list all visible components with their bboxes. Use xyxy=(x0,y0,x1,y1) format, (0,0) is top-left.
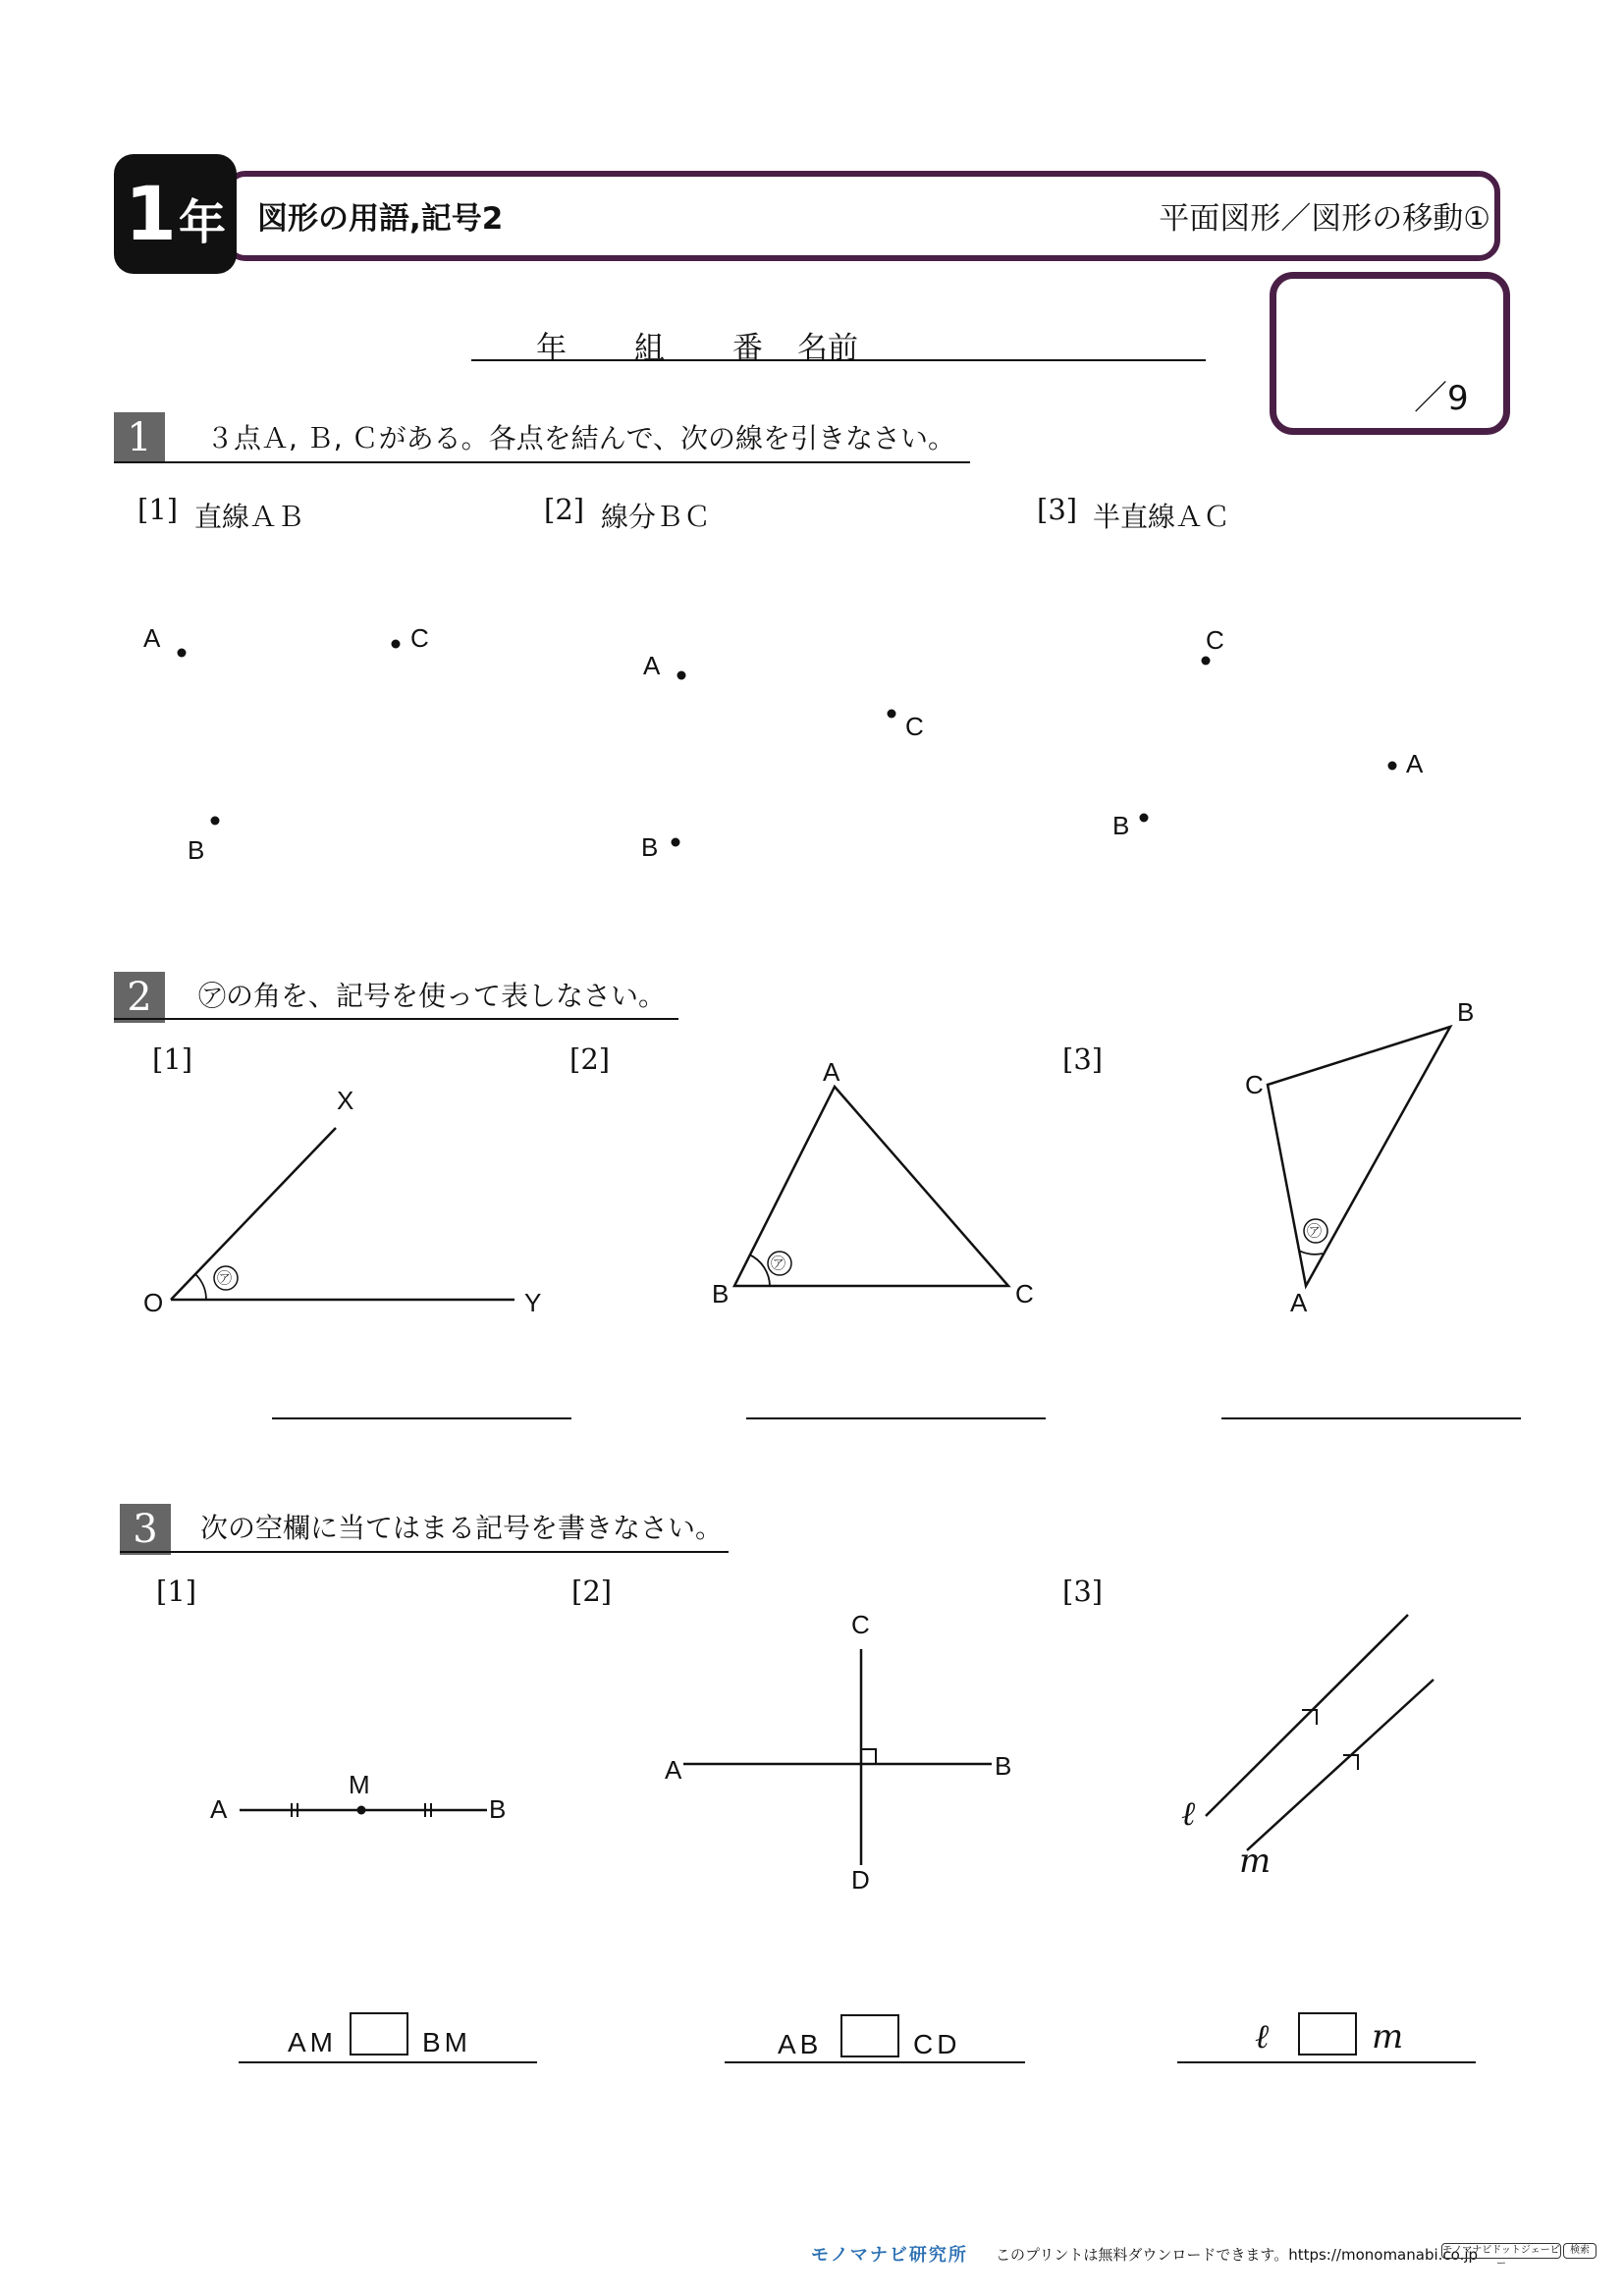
section-3-number: 3 xyxy=(120,1504,171,1555)
s1-p2-dot-c xyxy=(888,710,896,719)
year-label: 年 xyxy=(536,331,567,366)
section-1-number: 1 xyxy=(114,412,165,463)
s1-p1-dot-c xyxy=(392,640,401,649)
s1-p3-label-a: A xyxy=(1406,749,1424,778)
s3-p3-answer-right: m xyxy=(1372,2017,1404,2056)
s3-p1-label-m: M xyxy=(349,1770,370,1799)
s2-p1-angle-mark: ㋐ xyxy=(217,1269,233,1287)
s3-p1-label-a: A xyxy=(210,1794,228,1824)
s3-p2-right-angle-mark xyxy=(861,1749,876,1764)
s1-p2-dot-b xyxy=(672,838,680,847)
s3-p2-label-a: A xyxy=(665,1755,682,1785)
s3-p2-answer-line xyxy=(725,2061,1025,2063)
s2-p3-label-a: A xyxy=(1290,1288,1308,1317)
s3-p1-answer-line xyxy=(239,2061,537,2063)
s1-p3-label-c: C xyxy=(1206,625,1224,655)
worksheet-title: 図形の用語,記号2 xyxy=(257,201,504,237)
s1-p2-number: [2] xyxy=(544,493,585,526)
section-2-instruction: ㋐の角を、記号を使って表しなさい。 xyxy=(198,980,667,1012)
s1-p2-label-c: C xyxy=(905,712,924,741)
s2-p2-answer-line[interactable] xyxy=(746,1417,1046,1419)
s3-p2-label-b: B xyxy=(995,1751,1012,1781)
s2-p3-label-b: B xyxy=(1457,997,1475,1027)
s3-p1-answer-right: BM xyxy=(422,2027,471,2057)
s1-p1-label-c: C xyxy=(410,623,429,653)
s2-p2-label-c: C xyxy=(1015,1279,1034,1308)
s3-p2-answer-box[interactable] xyxy=(840,2014,899,2057)
section-3-underline xyxy=(120,1551,729,1553)
s3-p1-midpoint-dot xyxy=(357,1806,366,1815)
s2-p1-number: [1] xyxy=(152,1042,193,1076)
s3-p1-answer-left: AM xyxy=(288,2027,337,2057)
grade-unit: 年 xyxy=(178,195,226,250)
s1-p2-dot-a xyxy=(677,671,686,680)
s1-p1-dot-a xyxy=(178,649,187,658)
footer-logo: モノマナビ研究所 xyxy=(811,2245,968,2266)
class-label: 組 xyxy=(634,331,665,366)
s2-p1-angle-arc xyxy=(195,1274,206,1300)
s3-p3-label-m: m xyxy=(1239,1842,1272,1881)
s3-p3-label-l: ℓ xyxy=(1181,1794,1196,1834)
s1-p2-label-a: A xyxy=(643,651,661,680)
s2-p2-label-a: A xyxy=(823,1057,840,1087)
s1-p1-label-a: A xyxy=(143,623,161,653)
s3-p3-answer-left: ℓ xyxy=(1255,2017,1270,2056)
s2-p3-angle-mark: ㋐ xyxy=(1307,1222,1323,1240)
s2-p3-label-c: C xyxy=(1245,1070,1264,1099)
s2-p3-answer-line[interactable] xyxy=(1221,1417,1521,1419)
section-1-instruction: ３点Ａ, Ｂ, Ｃがある。各点を結んで、次の線を引きなさい。 xyxy=(206,422,956,454)
grade-badge xyxy=(114,154,237,274)
s3-p1-number: [1] xyxy=(156,1575,197,1608)
s2-p2-label-b: B xyxy=(712,1279,730,1308)
s2-p1-label-o: O xyxy=(143,1288,164,1317)
s3-p3-answer-box[interactable] xyxy=(1298,2012,1357,2056)
number-label: 番 xyxy=(732,331,763,366)
s3-p3-arrow-m xyxy=(1343,1755,1358,1770)
s3-p2-number: [2] xyxy=(571,1575,613,1608)
s3-p2-label-d: D xyxy=(851,1865,870,1895)
worksheet-category: 平面図形／図形の移動① xyxy=(1159,201,1490,237)
s2-p1-ray-ox xyxy=(171,1128,336,1300)
s2-p1-answer-line[interactable] xyxy=(272,1417,571,1419)
s3-p3-number: [3] xyxy=(1062,1575,1104,1608)
s1-p2-label-b: B xyxy=(641,832,659,862)
s1-p3-dot-b xyxy=(1140,814,1149,823)
s2-p2-angle-arc xyxy=(749,1255,770,1286)
section-2-underline xyxy=(114,1018,678,1020)
footer-search-button[interactable]: 検索 xyxy=(1563,2243,1597,2259)
s2-p2-angle-mark: ㋐ xyxy=(771,1255,786,1272)
s3-p2-answer-right: CD xyxy=(913,2029,961,2059)
s1-p1-number: [1] xyxy=(137,493,179,526)
s1-p1-label: 直線ＡＢ xyxy=(194,501,305,533)
footer-search-field[interactable]: モノマナビドットジェーピー xyxy=(1442,2245,1560,2269)
s2-p3-triangle xyxy=(1268,1027,1450,1286)
s1-p3-label: 半直線ＡＣ xyxy=(1093,501,1231,533)
s2-p1-label-x: X xyxy=(337,1086,354,1115)
s1-p3-dot-c xyxy=(1202,657,1211,666)
name-label: 名前 xyxy=(797,331,858,366)
section-3-instruction: 次の空欄に当てはまる記号を書きなさい。 xyxy=(200,1512,724,1544)
s1-p2-label: 線分ＢＣ xyxy=(601,501,712,533)
s1-p1-label-b: B xyxy=(188,835,205,865)
s1-p3-label-b: B xyxy=(1112,811,1130,840)
score-total: ／9 xyxy=(1414,379,1469,418)
grade-number: 1 xyxy=(125,170,177,257)
s3-p3-line-m xyxy=(1247,1680,1434,1850)
s3-p3-line-l xyxy=(1206,1615,1408,1816)
s3-p1-label-b: B xyxy=(489,1794,507,1824)
s3-p1-answer-box[interactable] xyxy=(350,2012,408,2056)
section-2-number: 2 xyxy=(114,972,165,1023)
s1-p3-dot-a xyxy=(1388,762,1397,771)
s2-p3-angle-arc xyxy=(1299,1251,1323,1255)
s3-p3-answer-line xyxy=(1177,2061,1476,2063)
s2-p3-number: [3] xyxy=(1062,1042,1104,1076)
s1-p3-number: [3] xyxy=(1037,493,1078,526)
s3-p2-label-c: C xyxy=(851,1610,870,1639)
s3-p2-answer-left: AB xyxy=(778,2029,823,2059)
s1-p1-dot-b xyxy=(211,817,220,826)
s2-p1-label-y: Y xyxy=(524,1288,542,1317)
footer-text: このプリントは無料ダウンロードできます。https://monomanabi.co.jp xyxy=(996,2246,1479,2264)
s2-p2-number: [2] xyxy=(569,1042,611,1076)
